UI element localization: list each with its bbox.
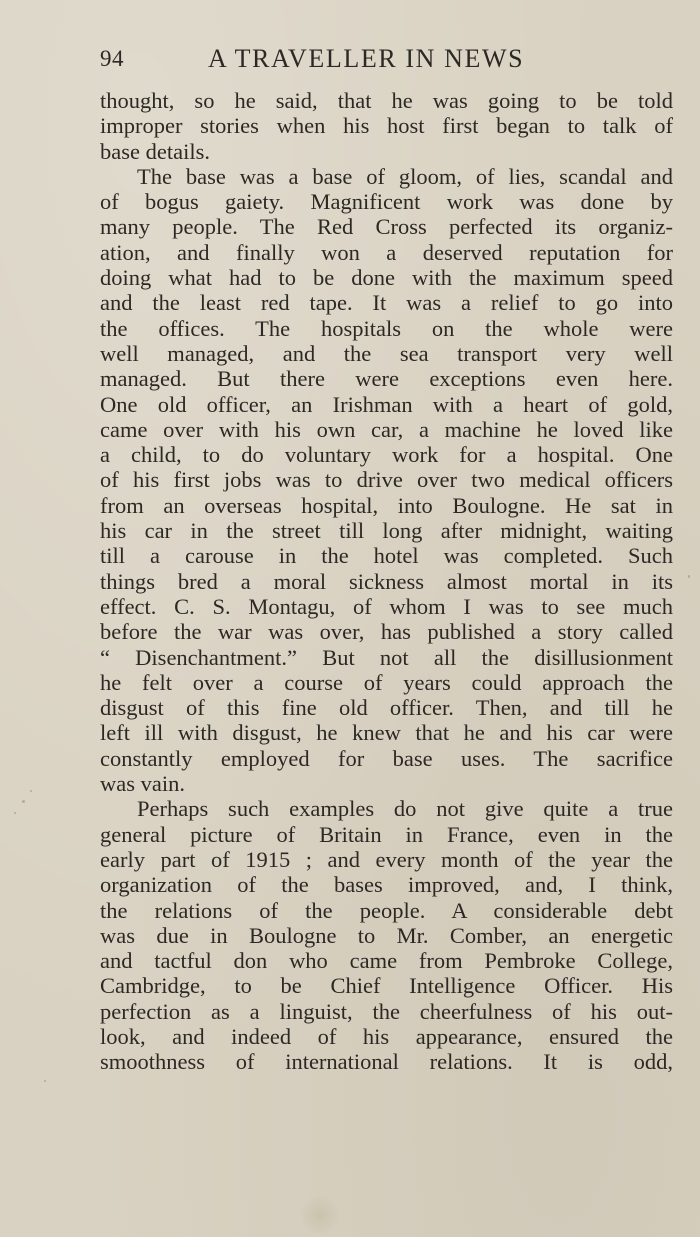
text-line: of bogus gaiety. Magnificent work was done by: [100, 189, 673, 215]
text-line: till a carouse in the hotel was completed. Such: [100, 543, 673, 569]
text-line: improper stories when his host first began to talk of: [100, 113, 673, 139]
text-line: things bred a moral sickness almost mortal in its: [100, 568, 673, 594]
text-line: the offices. The hospitals on the whole were: [100, 315, 673, 341]
page-number: 94: [100, 46, 124, 71]
text-line: a child, to do voluntary work for a hospital. One: [100, 442, 673, 468]
text-line: organization of the bases improved, and, I think,: [100, 872, 673, 898]
text-line: left ill with disgust, he knew that he and his car were: [100, 720, 673, 746]
paper-speck: [22, 800, 25, 803]
body-text: [100, 88, 673, 1075]
running-head: [100, 44, 570, 78]
text-line: doing what had to be done with the maximum speed: [100, 265, 673, 291]
text-line: perfection as a linguist, the cheerfulness of his out-: [100, 998, 673, 1024]
paper-smudge: [300, 1195, 340, 1235]
text-line: came over with his own car, a machine he loved like: [100, 416, 673, 442]
text-line: was due in Boulogne to Mr. Comber, an energetic: [100, 922, 673, 948]
text-line: One old officer, an Irishman with a heart of gold,: [100, 391, 673, 417]
text-line: of his first jobs was to drive over two medical officers: [100, 467, 673, 493]
text-line: effect. C. S. Montagu, of whom I was to see much: [100, 593, 673, 619]
text-line: and tactful don who came from Pembroke College,: [100, 948, 673, 974]
text-line: his car in the street till long after midnight, waiting: [100, 518, 673, 544]
paper-speck: [14, 812, 16, 814]
paper-speck: [44, 1080, 46, 1082]
text-line: look, and indeed of his appearance, ensured the: [100, 1023, 673, 1049]
paper-speck: [688, 575, 690, 578]
text-line: managed. But there were exceptions even here.: [100, 366, 673, 392]
text-line: smoothness of international relations. It is odd,: [100, 1049, 673, 1075]
text-line: constantly employed for base uses. The sacrifice: [100, 745, 673, 771]
text-line: base details.: [100, 138, 210, 164]
text-line: and the least red tape. It was a relief to go into: [100, 290, 673, 316]
text-line: well managed, and the sea transport very well: [100, 340, 673, 366]
text-line: early part of 1915 ; and every month of the year the: [100, 846, 673, 872]
text-line: the relations of the people. A considerable debt: [100, 897, 673, 923]
text-line: disgust of this fine old officer. Then, and till he: [100, 695, 673, 721]
text-line: thought, so he said, that he was going to be told: [100, 88, 673, 113]
text-line: before the war was over, has published a story called: [100, 619, 673, 645]
text-line: general picture of Britain in France, even in the: [100, 821, 673, 847]
text-line: The base was a base of gloom, of lies, scandal and: [137, 163, 673, 189]
text-line: from an overseas hospital, into Boulogne. He sat in: [100, 492, 673, 518]
text-line: ation, and finally won a deserved reputation for: [100, 239, 673, 265]
text-line: he felt over a course of years could approach the: [100, 669, 673, 695]
text-line: many people. The Red Cross perfected its organiz-: [100, 214, 673, 240]
text-line: Cambridge, to be Chief Intelligence Officer. His: [100, 973, 673, 999]
text-line: Perhaps such examples do not give quite a true: [137, 796, 673, 822]
running-title: A TRAVELLER IN NEWS: [208, 44, 525, 73]
text-line: was vain.: [100, 771, 185, 797]
paper-speck: [30, 790, 32, 792]
text-line: “ Disenchantment.” But not all the disillusionment: [100, 644, 673, 670]
